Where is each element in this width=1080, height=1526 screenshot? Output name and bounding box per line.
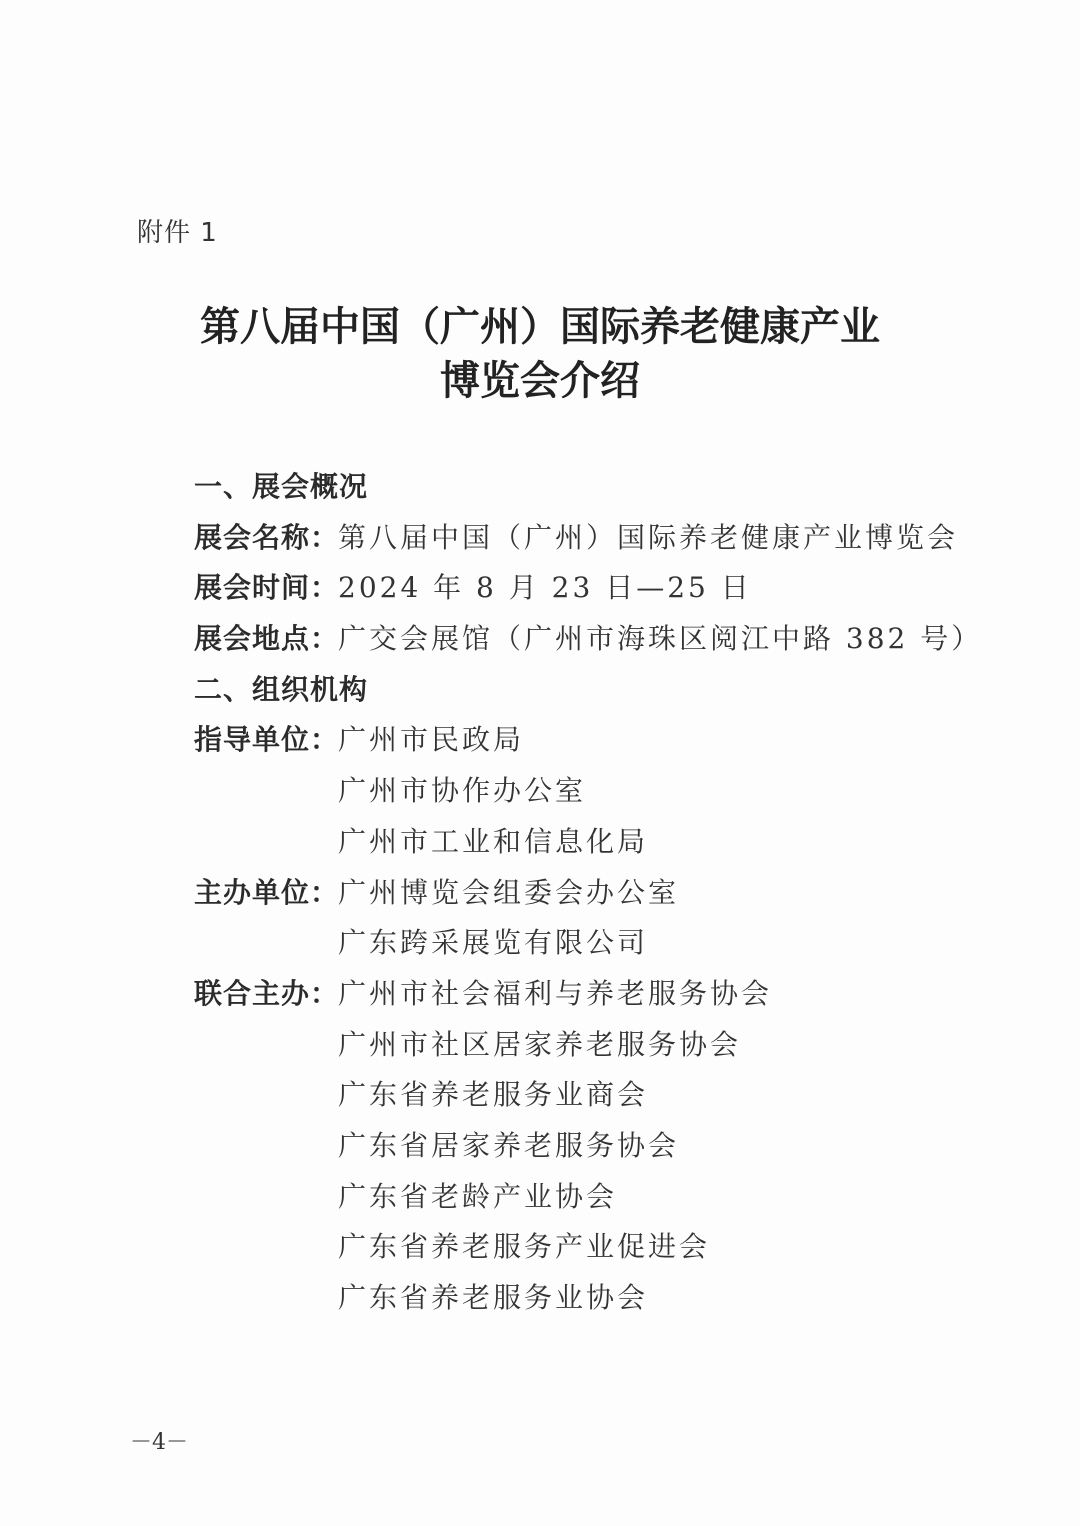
guide-unit-item: 广州市民政局 (338, 723, 525, 757)
document-body (194, 462, 994, 1324)
cohost-unit-item: 广东省老龄产业协会 (338, 1179, 618, 1213)
exhibition-name-value: 第八届中国（广州）国际养老健康产业博览会 (338, 520, 959, 554)
guide-unit-label: 指导单位： (194, 723, 340, 757)
host-unit-row (194, 868, 994, 919)
cohost-unit-item: 广东省养老服务业协会 (338, 1281, 649, 1314)
guide-unit-row (194, 817, 994, 868)
guide-unit-item: 广州市工业和信息化局 (338, 824, 649, 858)
exhibition-time-label: 展会时间： (194, 571, 340, 605)
cohost-unit-row (194, 1222, 994, 1273)
title-line-2: 博览会介绍 (440, 357, 640, 404)
cohost-unit-row (194, 969, 994, 1020)
exhibition-place-value: 广交会展馆（广州市海珠区阅江中路 382 号） (338, 622, 983, 656)
document-title (0, 300, 1080, 408)
title-line-1: 第八届中国（广州）国际养老健康产业 (200, 303, 880, 350)
exhibition-time-row (194, 563, 994, 614)
section-heading-organization: 二、组织机构 (194, 672, 369, 706)
cohost-unit-row (194, 1020, 994, 1071)
cohost-unit-item: 广东省居家养老服务协会 (338, 1128, 680, 1162)
cohost-unit-item: 广州市社会福利与养老服务协会 (338, 976, 773, 1010)
section-heading-overview: 一、展会概况 (194, 470, 369, 503)
cohost-unit-item: 广东省养老服务产业促进会 (338, 1230, 711, 1264)
guide-unit-item: 广州市协作办公室 (338, 774, 587, 808)
exhibition-name-label: 展会名称： (194, 520, 340, 554)
cohost-unit-row (194, 1070, 994, 1121)
host-unit-item: 广州博览会组委会办公室 (338, 875, 680, 909)
cohost-unit-label: 联合主办： (194, 976, 340, 1010)
host-unit-label: 主办单位： (194, 875, 340, 909)
cohost-unit-item: 广州市社区居家养老服务协会 (338, 1027, 742, 1061)
guide-unit-row (194, 715, 994, 766)
cohost-unit-item: 广东省养老服务业商会 (338, 1078, 649, 1112)
host-unit-item: 广东跨采展览有限公司 (338, 926, 649, 960)
exhibition-place-label: 展会地点： (194, 622, 340, 656)
page-number: －4－ (130, 1430, 188, 1455)
exhibition-time-value: 2024 年 8 月 23 日—25 日 (338, 571, 752, 605)
exhibition-name-row (194, 513, 994, 564)
cohost-unit-row (194, 1172, 994, 1223)
cohost-unit-row (194, 1273, 994, 1324)
attachment-label: 附件 1 (137, 218, 218, 248)
cohost-unit-row (194, 1121, 994, 1172)
exhibition-place-row (194, 614, 994, 665)
guide-unit-row (194, 766, 994, 817)
host-unit-row (194, 918, 994, 969)
